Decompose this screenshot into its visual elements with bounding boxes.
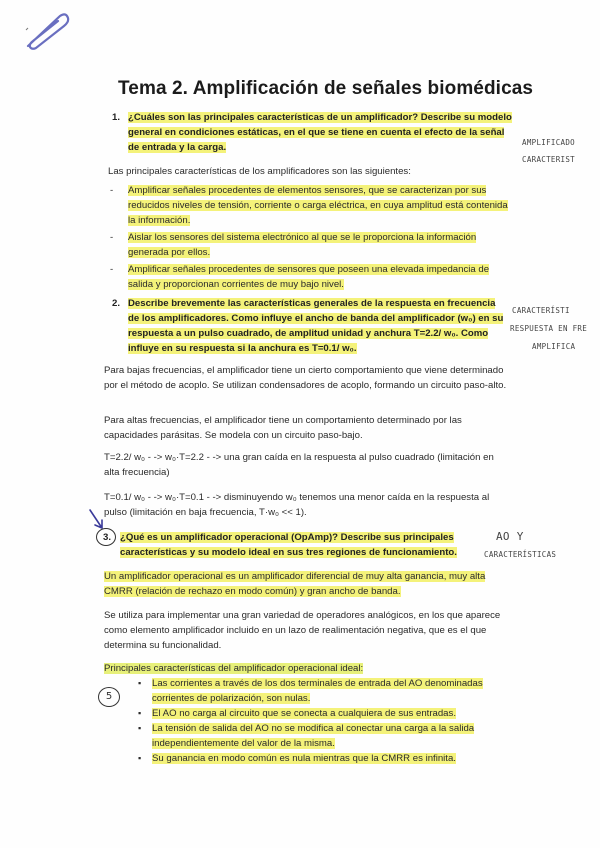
- question-2-text: Describe brevemente las características generales de la respuesta en frecuencia de los amplificadores. Como influye el ancho de banda del amplificador (w₀) en su respuesta a un pulso cuadrado, de amplitud unidad y anchura T=2.2/ w₀. Como influye en su respuesta si la anchura es T=0.1/ w₀.: [128, 298, 504, 354]
- list-item: - Aislar los sensores del sistema electrónico al que se le proporciona la información generada por ellos.: [110, 230, 510, 260]
- question-3: [103, 530, 460, 560]
- question-1-text: ¿Cuáles son las principales características de un amplificador? Describe su modelo general en condiciones estáticas, en el que se tiene en cuenta el efecto de la señal de entrada y la carga.: [128, 112, 512, 153]
- list-item: ▪ Las corrientes a través de los dos terminales de entrada del AO denominadas corrientes de polarización, son nulas.: [136, 676, 512, 706]
- q3-definition: Un amplificador operacional es un amplificador diferencial de muy alta ganancia, muy alta CMRR (relación de rechazo en modo común) y gran ancho de banda.: [104, 571, 486, 597]
- q1-intro: Las principales características de los amplificadores son las siguientes:: [108, 166, 411, 177]
- question-1: [112, 110, 514, 155]
- q3-ideal-list: [136, 676, 512, 766]
- q2-high-freq: Para altas frecuencias, el amplificador tiene un comportamiento determinado por las capacidades parásitas. Se modela con un circuito paso-bajo.: [104, 415, 462, 441]
- list-item: ▪ La tensión de salida del AO no se modifica al conectar una carga a la salida independientemente del valor de la misma.: [136, 721, 512, 751]
- q3-ideal-title: Principales características del amplificador operacional ideal:: [104, 663, 364, 674]
- q2-case-b: T=0.1/ w₀ - -> w₀·T=0.1 - -> disminuyendo w₀ tenemos una menor caída en la respuesta al pulso (limitación en baja frecuencia, T·w₀ << 1).: [104, 492, 490, 518]
- margin-note: CARACTERÍSTICAS: [484, 550, 557, 559]
- margin-note: RESPUESTA EN FRE: [510, 324, 588, 333]
- question-3-text: ¿Qué es un amplificador operacional (OpAmp)? Describe sus principales características y su modelo ideal en sus tres regiones de funcionamiento.: [120, 532, 457, 558]
- question-2: [112, 296, 508, 356]
- paperclip-icon: [22, 10, 70, 50]
- list-item: ▪ El AO no carga al circuito que se conecta a cualquiera de sus entradas.: [136, 706, 512, 721]
- margin-note: AMPLIFICA: [532, 342, 576, 351]
- circled-number: 5: [98, 687, 120, 707]
- question-1-number: 1.: [112, 112, 121, 123]
- question-3-number: 3.: [103, 532, 112, 543]
- list-item: - Amplificar señales procedentes de elementos sensores, que se caracterizan por sus reducidos niveles de tensión, corriente o carga eléctrica, en cuya amplitud está contenida la información.: [110, 183, 510, 228]
- margin-note: AMPLIFICADO: [522, 138, 575, 147]
- list-item: - Amplificar señales procedentes de sensores que poseen una elevada impedancia de salida y proporcionan corrientes de muy bajo nivel.: [110, 262, 510, 292]
- q1-list: [110, 183, 510, 294]
- margin-note: CARACTERÍSTI: [512, 306, 570, 315]
- margin-note: CARACTERIST: [522, 155, 575, 164]
- list-item: ▪ Su ganancia en modo común es nula mientras que la CMRR es infinita.: [136, 751, 512, 766]
- margin-note: AO Y: [496, 530, 524, 543]
- page-title: Tema 2. Amplificación de señales biomédicas: [118, 78, 534, 99]
- q2-low-freq: Para bajas frecuencias, el amplificador tiene un cierto comportamiento que viene determinado por el método de acoplo. Se utilizan condensadores de acoplo, formando un circuito paso-alto.: [104, 365, 507, 391]
- q3-usage: Se utiliza para implementar una gran variedad de operadores analógicos, en los que aparece como elemento amplificador incluido en un lazo de realimentación negativa, que es el que determina su funcionalidad.: [104, 610, 501, 651]
- question-2-number: 2.: [112, 298, 121, 309]
- q2-case-a: T=2.2/ w₀ - -> w₀·T=2.2 - -> una gran caída en la respuesta al pulso cuadrado (limitación en alta frecuencia): [104, 452, 494, 478]
